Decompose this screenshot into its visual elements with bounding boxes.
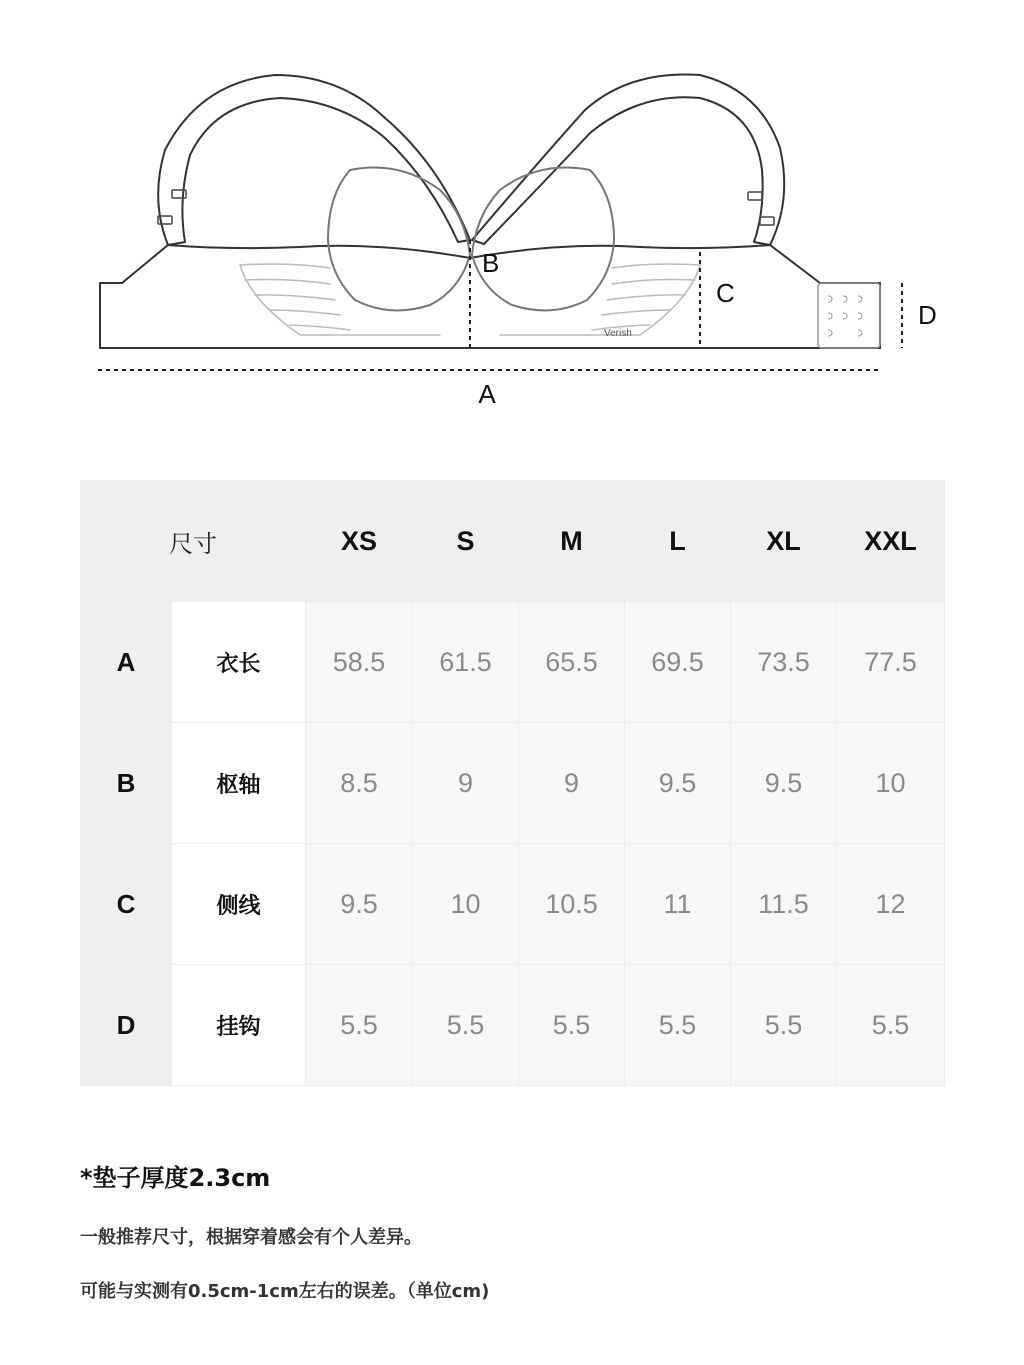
table-row — [81, 723, 945, 844]
value-cell: 10 — [837, 723, 945, 844]
value-cell: 58.5 — [306, 602, 413, 723]
size-header-row — [81, 481, 945, 602]
row-code: B — [81, 723, 172, 844]
dimension-label-a: A — [478, 379, 496, 409]
size-xs-header: XS — [306, 481, 413, 602]
pad-thickness-note: *垫子厚度2.3cm — [80, 1164, 271, 1192]
dimension-label-c: C — [716, 278, 735, 308]
value-cell: 61.5 — [413, 602, 519, 723]
value-cell: 69.5 — [625, 602, 731, 723]
size-l-header: L — [625, 481, 731, 602]
left-cup — [328, 168, 470, 311]
notes-section — [80, 1158, 960, 1331]
value-cell: 12 — [837, 844, 945, 965]
value-cell: 77.5 — [837, 602, 945, 723]
hook-eyes — [828, 296, 862, 336]
value-cell: 5.5 — [519, 965, 625, 1086]
value-cell: 5.5 — [413, 965, 519, 1086]
row-code: A — [81, 602, 172, 723]
value-cell: 11.5 — [731, 844, 837, 965]
value-cell: 73.5 — [731, 602, 837, 723]
row-code: D — [81, 965, 172, 1086]
table-row — [81, 844, 945, 965]
value-cell: 9.5 — [306, 844, 413, 965]
hook-eye-panel — [818, 283, 880, 348]
row-name: 枢轴 — [172, 723, 306, 844]
value-cell: 9 — [413, 723, 519, 844]
size-header-label: 尺寸 — [81, 481, 306, 602]
dimension-label-d: D — [918, 300, 937, 330]
right-strap — [472, 74, 784, 245]
table-row — [81, 602, 945, 723]
value-cell: 8.5 — [306, 723, 413, 844]
right-cup — [472, 168, 614, 311]
size-xxl-header: XXL — [837, 481, 945, 602]
row-name: 挂钩 — [172, 965, 306, 1086]
value-cell: 5.5 — [306, 965, 413, 1086]
left-strap — [158, 75, 470, 245]
value-cell: 11 — [625, 844, 731, 965]
value-cell: 9 — [519, 723, 625, 844]
value-cell: 9.5 — [731, 723, 837, 844]
size-m-header: M — [519, 481, 625, 602]
size-xl-header: XL — [731, 481, 837, 602]
table-row — [81, 965, 945, 1086]
value-cell: 9.5 — [625, 723, 731, 844]
bra-measurement-diagram — [0, 0, 1024, 440]
error-margin-note: 可能与实测有0.5cm-1cm左右的误差。（单位cm) — [80, 1281, 490, 1302]
value-cell: 5.5 — [731, 965, 837, 1086]
value-cell: 5.5 — [625, 965, 731, 1086]
value-cell: 10 — [413, 844, 519, 965]
brand-mark: Verish — [604, 328, 632, 339]
row-code: C — [81, 844, 172, 965]
size-s-header: S — [413, 481, 519, 602]
row-name: 侧线 — [172, 844, 306, 965]
row-name: 衣长 — [172, 602, 306, 723]
size-chart-table — [80, 480, 945, 1086]
recommendation-note: 一般推荐尺寸，根据穿着感会有个人差异。 — [80, 1227, 422, 1248]
value-cell: 5.5 — [837, 965, 945, 1086]
right-boning — [500, 264, 700, 335]
left-boning — [240, 264, 440, 335]
value-cell: 65.5 — [519, 602, 625, 723]
value-cell: 10.5 — [519, 844, 625, 965]
dimension-label-b: B — [482, 248, 500, 278]
